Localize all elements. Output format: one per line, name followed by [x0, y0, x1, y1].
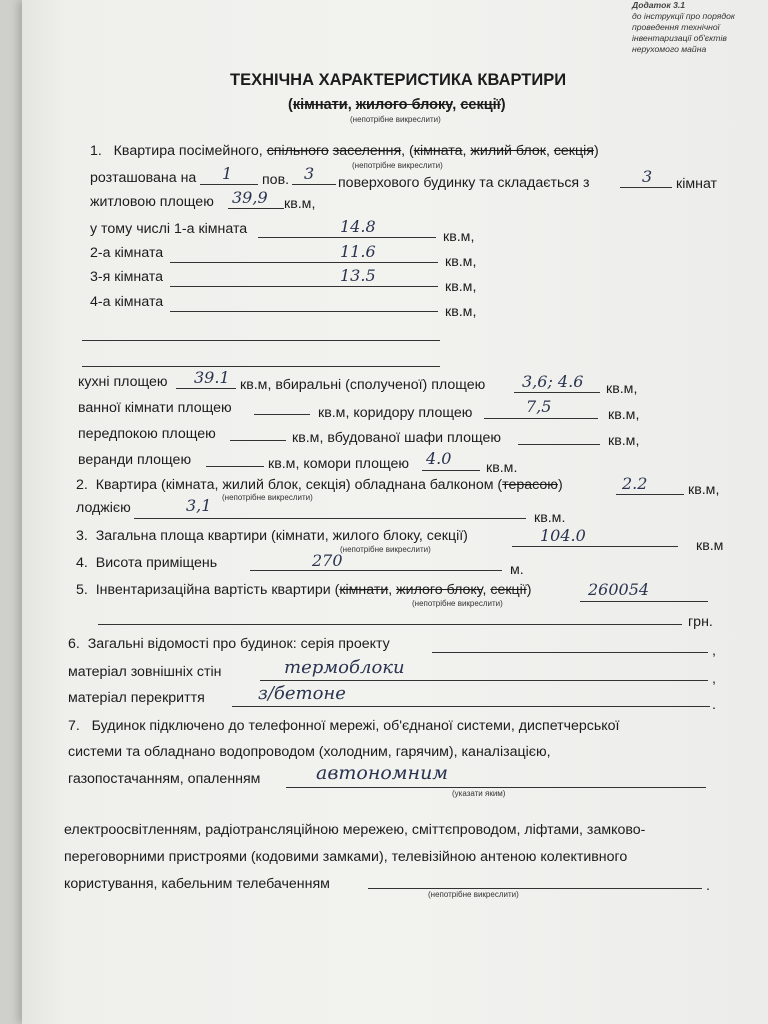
room3-unit: кв.м,	[445, 279, 477, 295]
blank-line	[82, 340, 440, 341]
room4-label: 4-а кімната	[90, 294, 164, 310]
room1-unit: кв.м,	[443, 229, 475, 245]
room4-unit: кв.м,	[445, 304, 477, 320]
cost-line-2	[98, 624, 682, 625]
corridor-label: кв.м, коридору площею	[318, 405, 473, 421]
pantry-value: 4.0	[426, 449, 452, 468]
s7-line2: системи та обладнано водопроводом (холодним, гарячим), каналізацією,	[68, 744, 551, 760]
hall-label: передпокою площею	[78, 426, 216, 442]
s2-line1: 2. Квартира (кімната, жилий блок, секція) обладнана балконом (терасою)	[76, 477, 563, 493]
s1-line1: 1. Квартира посімейного, спільного заселення, (кімната, жилий блок, секція)	[90, 143, 599, 159]
balcony-value: 2.2	[622, 474, 648, 493]
room2-line	[170, 262, 438, 263]
note-strike: (непотрібне викреслити)	[350, 115, 441, 124]
loggia-line	[134, 518, 526, 519]
kitchen-line	[176, 388, 236, 389]
total-value: 104.0	[540, 526, 586, 545]
note-strike: (непотрібне викреслити)	[340, 545, 431, 554]
cable-line	[368, 888, 702, 889]
appendix-title: Додаток 3.1	[632, 0, 686, 10]
appendix-line: нерухомого майна	[632, 44, 707, 54]
note-strike: (непотрібне викреслити)	[352, 161, 443, 170]
rooms-value: 3	[642, 167, 653, 186]
floors-label: матеріал перекриття	[68, 690, 205, 706]
height-line	[250, 570, 502, 571]
s7-line6: користування, кабельним телебаченням	[64, 876, 330, 892]
document-page	[22, 0, 768, 1024]
room3-label: 3-я кімната	[90, 269, 163, 285]
walls-line	[260, 680, 708, 681]
located-label: розташована на	[90, 170, 197, 186]
living-line	[228, 208, 284, 209]
balcony-unit: кв.м,	[688, 482, 720, 498]
series-line	[432, 652, 708, 653]
note-specify: (указати яким)	[452, 789, 506, 798]
series-comma: ,	[712, 643, 716, 659]
bath-line	[254, 414, 310, 415]
balcony-line	[616, 494, 684, 495]
room1-label: у тому числі 1-а кімната	[90, 221, 248, 237]
height-unit: м.	[510, 562, 524, 578]
loggia-value: 3,1	[186, 496, 212, 515]
hall-line	[230, 440, 286, 441]
floors-line	[232, 706, 710, 707]
total-line	[512, 546, 678, 547]
room2-label: 2-а кімната	[90, 245, 164, 261]
floors-dot: .	[712, 697, 716, 713]
pantry-unit: кв.м.	[486, 460, 518, 476]
restroom-value: 3,6; 4.6	[522, 372, 584, 391]
cost-line	[580, 601, 708, 602]
living-value: 39,9	[232, 188, 268, 207]
pantry-line	[422, 470, 480, 471]
pantry-label: кв.м, комори площею	[268, 456, 410, 472]
note-strike: (непотрібне викреслити)	[412, 599, 503, 608]
veranda-line	[206, 466, 264, 467]
restroom-label: кв.м, вбиральні (сполученої) площею	[240, 377, 486, 393]
page-title: ТЕХНІЧНА ХАРАКТЕРИСТИКА КВАРТИРИ	[230, 71, 567, 89]
page-subtitle: (кімнати, жилого блоку, секції)	[288, 97, 506, 113]
kitchen-label: кухні площею	[78, 374, 168, 390]
living-label: житловою площею	[90, 194, 214, 210]
rooms-line	[620, 187, 672, 188]
walls-value: термоблоки	[284, 657, 405, 678]
cable-dot: .	[706, 878, 710, 894]
walls-label: матеріал зовнішніх стін	[68, 664, 222, 680]
walls-comma: ,	[712, 671, 716, 687]
total-unit: кв.м	[696, 538, 724, 554]
floors-value: з/бетоне	[258, 683, 346, 704]
storeys-value: 3	[304, 164, 315, 183]
wardrobe-unit: кв.м,	[608, 433, 640, 449]
room1-value: 14.8	[340, 217, 376, 236]
cost-unit: грн.	[688, 614, 713, 630]
room1-line	[258, 237, 436, 238]
s7-line5: переговорними пристроями (кодовими замками), телевізійною антеною колективного	[64, 849, 628, 865]
appendix-note	[632, 0, 756, 55]
wardrobe-line	[518, 444, 600, 445]
veranda-label: веранди площею	[78, 452, 192, 468]
appendix-line: до інструкції про порядок	[632, 11, 735, 21]
rooms-text: кімнат	[676, 176, 718, 192]
room3-value: 13.5	[340, 266, 376, 285]
loggia-label: лоджією	[76, 500, 131, 516]
bath-label: ванної кімнати площею	[78, 400, 232, 416]
kitchen-value: 39.1	[194, 368, 230, 387]
living-unit: кв.м,	[284, 196, 316, 212]
s7-line3: газопостачанням, опаленням	[68, 771, 261, 787]
height-value: 270	[312, 551, 343, 570]
floor-value: 1	[222, 164, 233, 183]
corridor-line	[484, 418, 598, 419]
appendix-line: інвентаризації об'єктів	[632, 33, 727, 43]
heating-line	[286, 787, 706, 788]
room2-unit: кв.м,	[445, 254, 477, 270]
note-strike: (непотрібне викреслити)	[222, 493, 313, 502]
restroom-unit: кв.м,	[606, 381, 638, 397]
note-strike: (непотрібне викреслити)	[428, 890, 519, 899]
s4-text: 4. Висота приміщень	[76, 555, 218, 571]
cost-value: 260054	[588, 580, 650, 599]
s5-text: 5. Інвентаризаційна вартість квартири (кімнати, жилого блоку, секції)	[76, 582, 532, 598]
room2-value: 11.6	[340, 242, 376, 261]
wardrobe-label: кв.м, вбудованої шафи площею	[292, 430, 502, 446]
storeys-text: поверхового будинку та складається з	[338, 175, 590, 191]
corridor-unit: кв.м,	[608, 407, 640, 423]
s6-text: 6. Загальні відомості про будинок: серія проекту	[68, 636, 390, 652]
room3-line	[170, 286, 438, 287]
restroom-line	[514, 392, 600, 393]
room4-line	[170, 311, 438, 312]
blank-line	[82, 366, 440, 367]
s3-text: 3. Загальна площа квартири (кімнати, жилого блоку, секції)	[76, 528, 468, 544]
storeys-line	[292, 184, 336, 185]
corridor-value: 7,5	[526, 397, 552, 416]
loggia-unit: кв.м.	[534, 510, 566, 526]
floor-abbr: пов.	[262, 172, 290, 188]
s7-line4: електроосвітленням, радіотрансляційною мережею, сміттєпроводом, ліфтами, замково-	[64, 822, 646, 838]
s7-line1: 7. Будинок підключено до телефонної мережі, об'єднаної системи, диспетчерської	[68, 718, 620, 734]
floor-line	[200, 184, 258, 185]
heating-value: автономним	[316, 762, 449, 784]
appendix-line: проведення технічної	[632, 22, 720, 32]
